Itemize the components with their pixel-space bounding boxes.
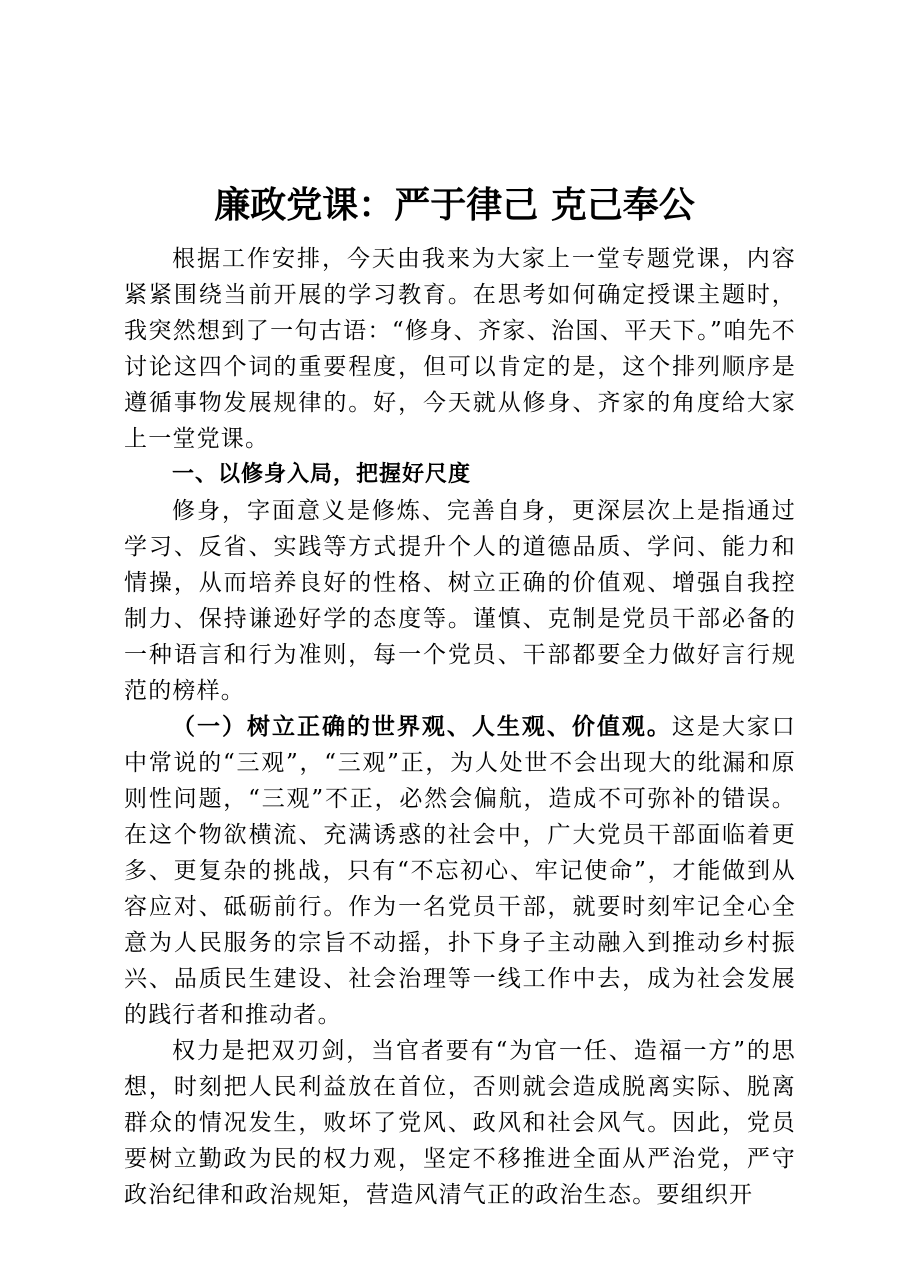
section-heading-1: 一、以修身入局，把握好尺度 (172, 462, 472, 487)
paragraph-intro: 根据工作安排，今天由我来为大家上一堂专题党课，内容紧紧围绕当前开展的学习教育。在思考如何确定授课主题时，我突然想到了一句古语：“修身、齐家、治国、平天下。”咱先不讨论这四个词的重要程度，但可以肯定的是，这个排列顺序是遵循事物发展规律的。好，今天就从修身、齐家的角度给大家上一堂党课。 (124, 246, 796, 452)
paragraph-three-views (124, 709, 796, 1033)
subsection-lead-1: （一）树立正确的世界观、人生观、价值观。 (172, 713, 672, 740)
document-body (124, 241, 796, 1213)
document-title: 廉政党课：严于律己 克己奉公 (214, 185, 695, 227)
paragraph-self-cultivation: 修身，字面意义是修炼、完善自身，更深层次上是指通过学习、反省、实践等方式提升个人的道德品质、学问、能力和情操，从而培养良好的性格、树立正确的价值观、增强自我控制力、保持谦逊好学的态度等。谨慎、克制是党员干部必备的一种语言和行为准则，每一个党员、干部都要全力做好言行规范的榜样。 (124, 498, 796, 704)
paragraph-power: 权力是把双刃剑，当官者要有“为官一任、造福一方”的思想，时刻把人民利益放在首位，否则就会造成脱离实际、脱离群众的情况发生，败坏了党风、政风和社会风气。因此，党员要树立勤政为民的权力观，坚定不移推进全面从严治党，严守政治纪律和政治规矩，营造风清气正的政治生态。要组织开 (124, 1038, 796, 1208)
paragraph-three-views-text: 这是大家口中常说的“三观”，“三观”正，为人处世不会出现大的纰漏和原则性问题，“三观”不正，必然会偏航，造成不可弥补的错误。在这个物欲横流、充满诱惑的社会中，广大党员干部面临着更多、更复杂的挑战，只有“不忘初心、牢记使命”，才能做到从容应对、砥砺前行。作为一名党员干部，就要时刻牢记全心全意为人民服务的宗旨不动摇，扑下身子主动融入到推动乡村振兴、品质民生建设、社会治理等一线工作中去，成为社会发展的践行者和推动者。 (124, 714, 797, 1028)
